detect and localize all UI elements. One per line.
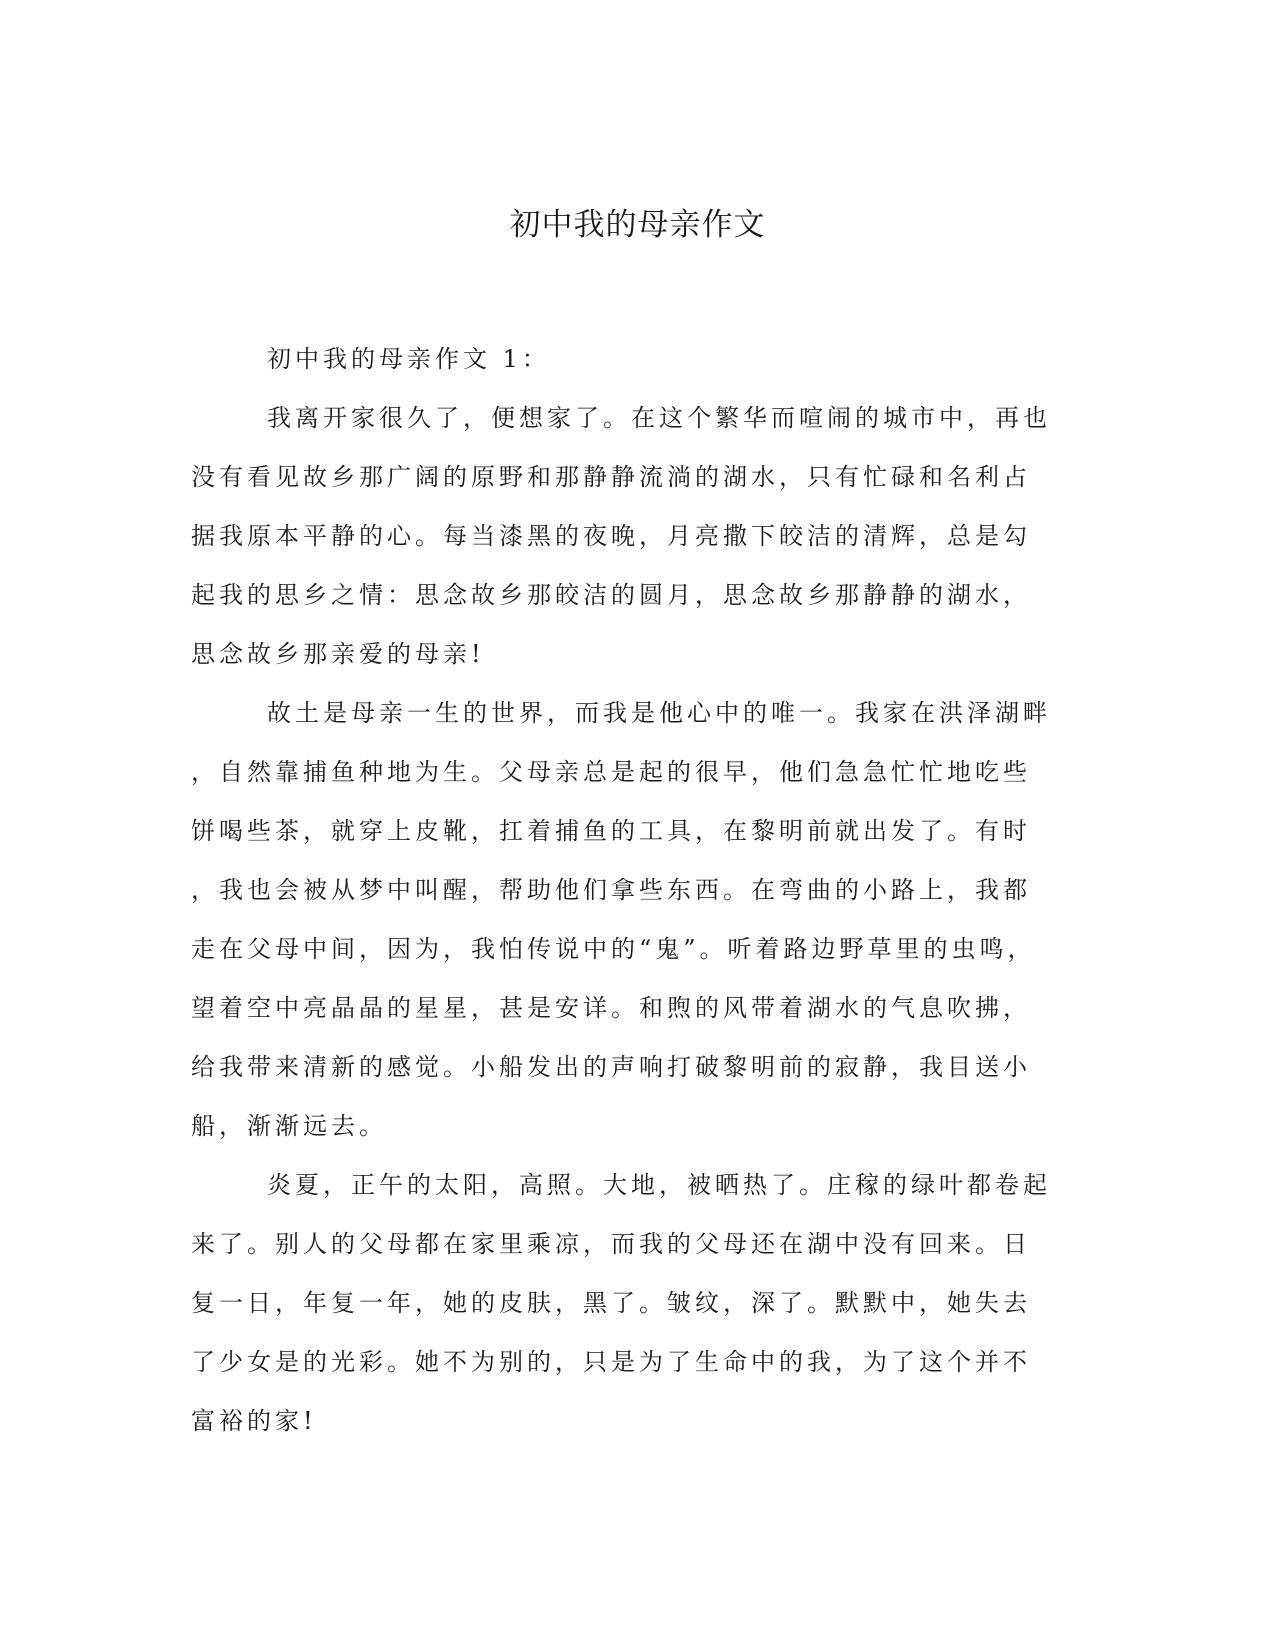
text-line: 起我的思乡之情：思念故乡那皎洁的圆月，思念故乡那静静的湖水， <box>191 581 1031 609</box>
text-line: 望着空中亮晶晶的星星，甚是安详。和煦的风带着湖水的气息吹拂， <box>191 994 1031 1022</box>
text-line: 饼喝些茶，就穿上皮靴，扛着捕鱼的工具，在黎明前就出发了。有时 <box>191 817 1031 845</box>
text-line: 据我原本平静的心。每当漆黑的夜晚，月亮撒下皎洁的清辉，总是勾 <box>191 522 1031 550</box>
paragraph <box>191 389 1084 684</box>
text-line: 给我带来清新的感觉。小船发出的声响打破黎明前的寂静，我目送小 <box>191 1053 1031 1081</box>
paragraph <box>191 1156 1084 1451</box>
document-title: 初中我的母亲作文 <box>509 207 766 243</box>
paragraph-heading <box>191 330 1084 389</box>
document-body <box>191 330 1084 1451</box>
text-line: 我离开家很久了，便想家了。在这个繁华而喧闹的城市中，再也 <box>267 404 1051 432</box>
text-line: 炎夏，正午的太阳，高照。大地，被晒热了。庄稼的绿叶都卷起 <box>267 1171 1051 1199</box>
text-line: ，我也会被从梦中叫醒，帮助他们拿些东西。在弯曲的小路上，我都 <box>191 876 1031 904</box>
text-line: 复一日，年复一年，她的皮肤，黑了。皱纹，深了。默默中，她失去 <box>191 1289 1031 1317</box>
text-line: 没有看见故乡那广阔的原野和那静静流淌的湖水，只有忙碌和名利占 <box>191 463 1031 491</box>
text-line: 故土是母亲一生的世界，而我是他心中的唯一。我家在洪泽湖畔 <box>267 699 1051 727</box>
text-line: 了少女是的光彩。她不为别的，只是为了生命中的我，为了这个并不 <box>191 1348 1031 1376</box>
text-line: 来了。别人的父母都在家里乘凉，而我的父母还在湖中没有回来。日 <box>191 1230 1031 1258</box>
text-line: 富裕的家! <box>191 1407 317 1435</box>
text-line: 思念故乡那亲爱的母亲! <box>191 640 485 668</box>
text-line: ，自然靠捕鱼种地为生。父母亲总是起的很早，他们急急忙忙地吃些 <box>191 758 1031 786</box>
text-line: 初中我的母亲作文 1： <box>267 345 550 373</box>
paragraph <box>191 684 1084 1156</box>
text-line: 走在父母中间，因为，我怕传说中的“鬼”。听着路边野草里的虫鸣， <box>191 935 1036 963</box>
text-line: 船，渐渐远去。 <box>191 1112 387 1140</box>
